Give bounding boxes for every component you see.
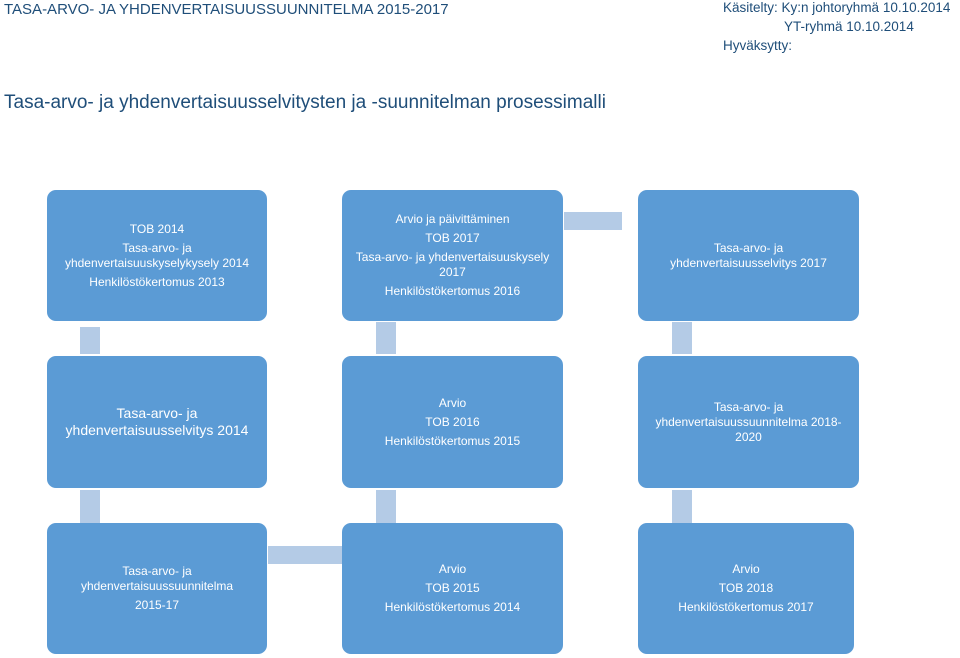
document-title: TASA-ARVO- JA YHDENVERTAISUUSSUUNNITELMA 2015-2017 bbox=[4, 1, 449, 18]
box-line: Arvio bbox=[732, 562, 760, 576]
box-line: yhdenvertaisuussuunnitelma bbox=[80, 579, 234, 593]
box-arvio-2016 bbox=[342, 356, 563, 488]
box-line: Henkilöstökertomus 2017 bbox=[678, 600, 814, 614]
meta-processed: Käsitelty: Ky:n johtoryhmä 10.10.2014 bbox=[723, 0, 951, 15]
box-line: Henkilöstökertomus 2013 bbox=[89, 274, 225, 289]
box-line: yhdenvertaisuuskyselykysely 2014 bbox=[64, 255, 250, 270]
box-line: Tasa-arvo- ja bbox=[122, 240, 192, 255]
box-line: TOB 2014 bbox=[129, 221, 185, 236]
box-line: 2017 bbox=[439, 265, 466, 279]
box-line: Arvio bbox=[438, 562, 467, 576]
box-line: Arvio ja päivittäminen bbox=[395, 212, 510, 226]
box-line: Tasa-arvo- ja bbox=[713, 399, 784, 414]
box-line: 2015-17 bbox=[134, 598, 180, 612]
connector-row1-right bbox=[564, 212, 622, 230]
box-line: TOB 2015 bbox=[425, 581, 480, 595]
connector-col2-lower bbox=[376, 490, 396, 524]
box-line: Tasa-arvo- ja yhdenvertaisuuskysely bbox=[355, 250, 550, 264]
meta-approved: Hyväksytty: bbox=[723, 38, 793, 53]
box-line: yhdenvertaisuussuunnitelma 2018- bbox=[655, 414, 842, 429]
box-line: Henkilöstökertomus 2015 bbox=[384, 433, 521, 448]
connector-col1-upper bbox=[80, 327, 100, 354]
box-line: Henkilöstökertomus 2016 bbox=[384, 284, 521, 298]
box-line: Tasa-arvo- ja bbox=[116, 404, 198, 421]
connector-row3-left bbox=[268, 546, 342, 564]
box-line: Arvio bbox=[438, 395, 467, 410]
page-title: Tasa-arvo- ja yhdenvertaisuusselvitysten ja -suunnitelman prosessimalli bbox=[4, 92, 606, 113]
box-line: TOB 2016 bbox=[425, 414, 480, 429]
box-selvitys-2014 bbox=[47, 356, 267, 488]
connector-col2-upper bbox=[376, 322, 396, 354]
box-line: yhdenvertaisuusselvitys 2017 bbox=[670, 255, 827, 270]
box-line: Henkilöstökertomus 2014 bbox=[384, 600, 521, 614]
box-line: 2020 bbox=[735, 429, 762, 444]
box-suunnitelma-2015 bbox=[47, 523, 267, 654]
box-tob-2014 bbox=[47, 190, 267, 321]
box-line: TOB 2017 bbox=[425, 231, 480, 245]
connector-col1-lower bbox=[80, 490, 100, 524]
box-line: Tasa-arvo- ja bbox=[713, 240, 784, 255]
box-suunnitelma-2018 bbox=[638, 356, 859, 488]
document-header bbox=[0, 0, 960, 60]
box-line: Tasa-arvo- ja bbox=[122, 564, 192, 578]
meta-yt-group: YT-ryhmä 10.10.2014 bbox=[784, 19, 914, 34]
connector-col3-upper bbox=[672, 322, 692, 354]
box-selvitys-2017 bbox=[638, 190, 859, 321]
box-line: TOB 2018 bbox=[718, 581, 774, 595]
connector-col3-lower bbox=[672, 490, 692, 524]
box-line: yhdenvertaisuusselvitys 2014 bbox=[65, 422, 249, 438]
box-arvio-2018 bbox=[638, 523, 854, 654]
box-arvio-paivittaminen bbox=[342, 190, 563, 321]
box-arvio-2015 bbox=[342, 523, 563, 654]
